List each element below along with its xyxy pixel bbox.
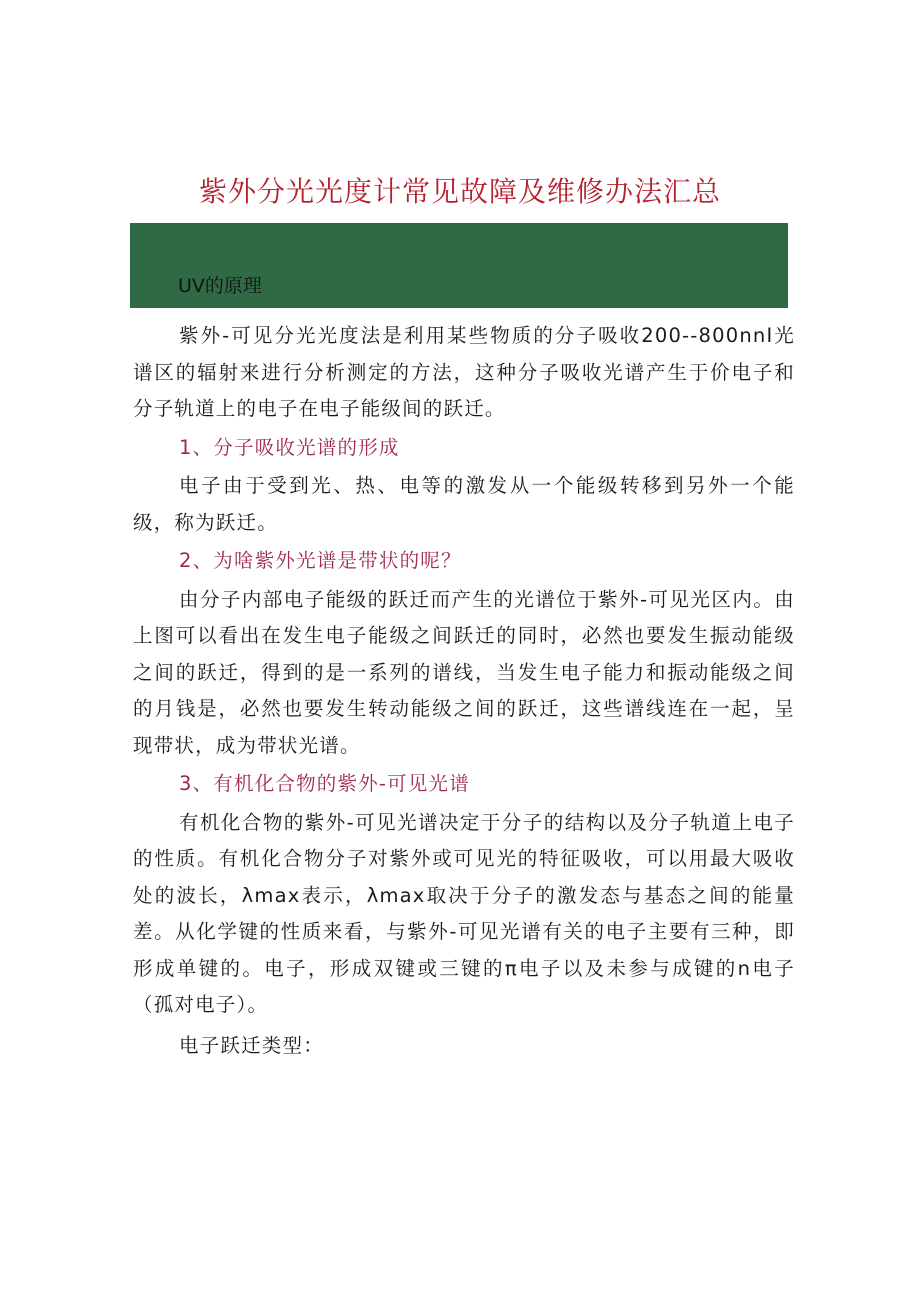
document-body (133, 318, 795, 1064)
banner-label: UV的原理 (178, 275, 262, 297)
closing-paragraph: 电子跃迁类型： (179, 1033, 324, 1057)
section-heading-3: 3、有机化合物的紫外-可见光谱 (179, 772, 470, 795)
page-title: 紫外分光光度计常见故障及维修办法汇总 (198, 175, 721, 208)
intro-paragraph: 紫外-可见分光光度法是利用某些物质的分子吸收200--800nnI光谱区的辐射来进行分析测定的方法，这种分子吸收光谱产生于价电子和分子轨道上的电子在电子能级间的跃迁。 (133, 324, 795, 420)
section-banner (130, 223, 788, 308)
section-heading-1: 1、分子吸收光谱的形成 (179, 435, 400, 459)
section-paragraph-1: 电子由于受到光、热、电等的激发从一个能级转移到另外一个能级，称为跃迁。 (133, 474, 795, 534)
section-heading-2: 2、为啥紫外光谱是带状的呢？ (179, 549, 462, 572)
section-paragraph-3: 有机化合物的紫外-可见光谱决定于分子的结构以及分子轨道上电子的性质。有机化合物分子对紫外或可见光的特征吸收，可以用最大吸收处的波长，λmax表示，λmax取决于分子的激发态与基态之间的能量差。从化学键的性质来看，与紫外-可见光谱有关的电子主要有三种，即形成单键的。电子，形成双键或三键的π电子以及未参与成键的n电子（孤对电子）。 (133, 810, 795, 1016)
section-paragraph-2: 由分子内部电子能级的跃迁而产生的光谱位于紫外-可见光区内。由上图可以看出在发生电子能级之间跃迁的同时，必然也要发生振动能级之间的跃迁，得到的是一系列的谱线，当发生电子能力和振动能级之间的月钱是，必然也要发生转动能级之间的跃迁，这些谱线连在一起，呈现带状，成为带状光谱。 (133, 587, 795, 757)
